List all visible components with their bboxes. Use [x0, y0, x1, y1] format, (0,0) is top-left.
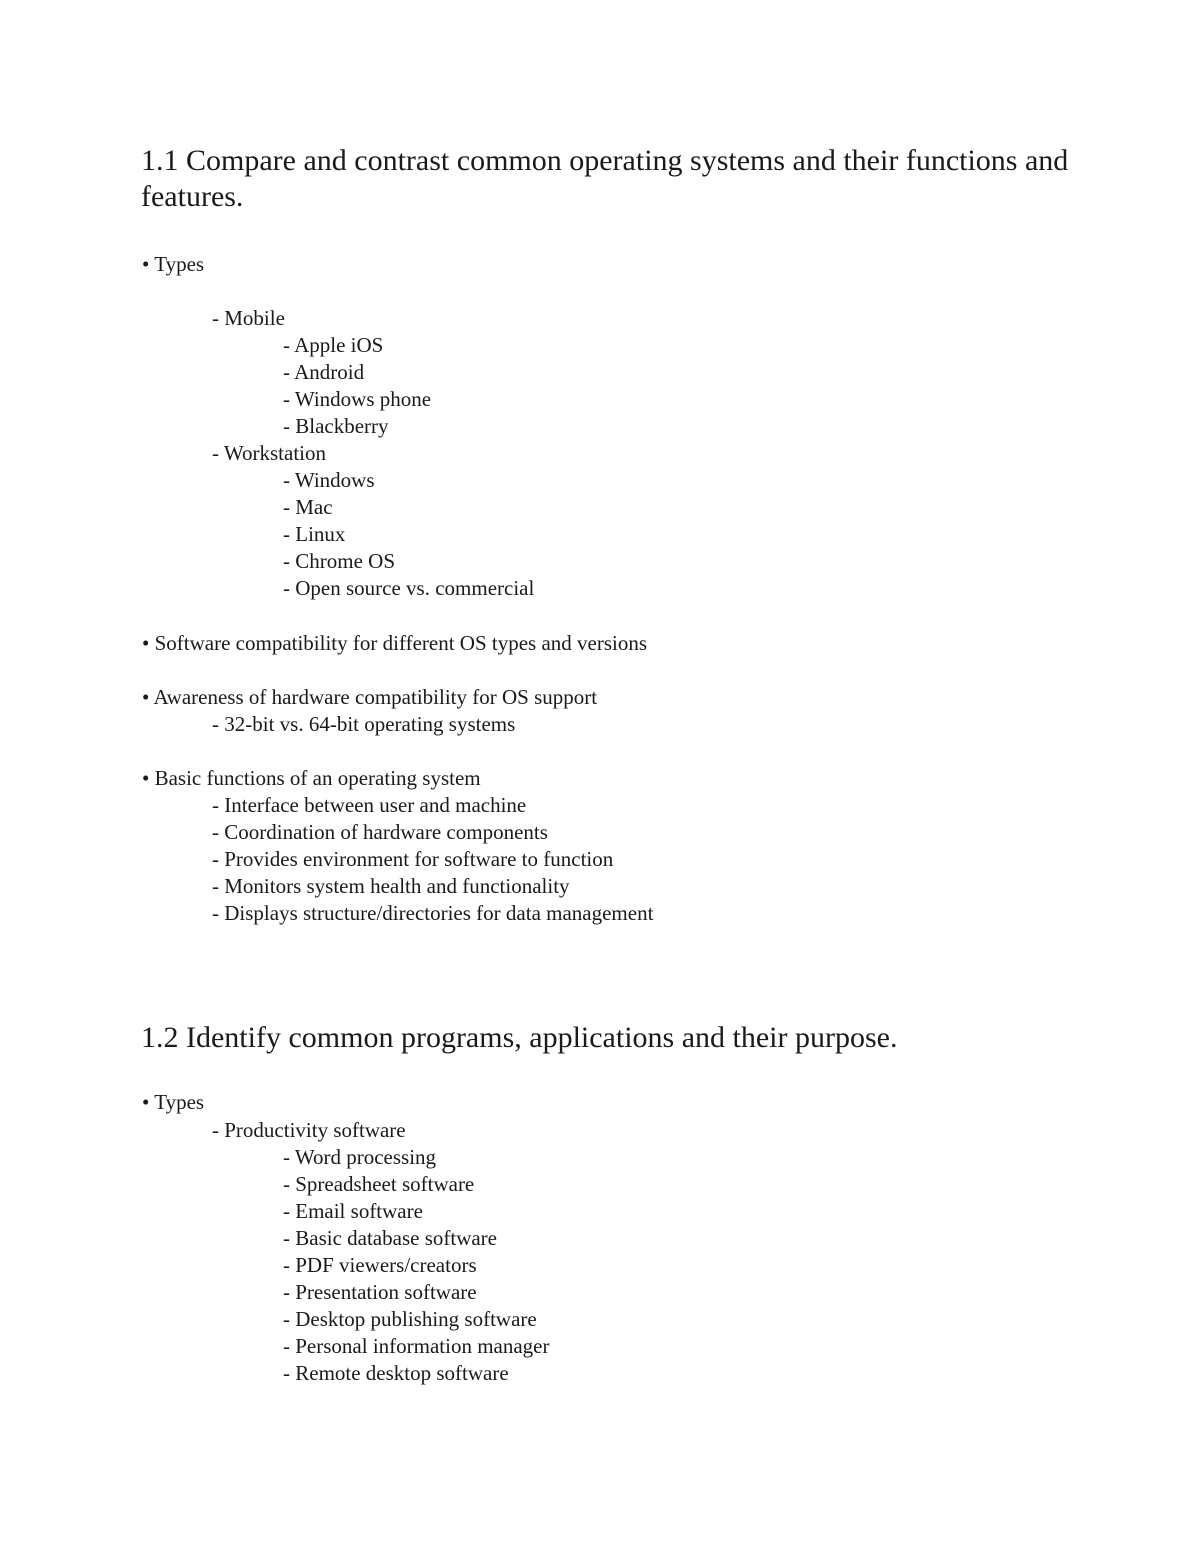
bullet-hardware-compatibility: • Awareness of hardware compatibility for OS support: [142, 685, 598, 709]
bullet-software-compatibility: • Software compatibility for different OS types and versions: [142, 631, 648, 655]
list-item: - Desktop publishing software: [283, 1307, 537, 1331]
section-heading-1-1: 1.1 Compare and contrast common operating systems and their functions and features.: [141, 144, 1069, 213]
list-item: - Windows: [283, 468, 375, 492]
list-item: - Presentation software: [283, 1280, 477, 1304]
subitem-workstation: - Workstation: [212, 441, 326, 465]
list-item: - Monitors system health and functionality: [212, 874, 570, 898]
section-heading-1-2: 1.2 Identify common programs, applications and their purpose.: [141, 1021, 898, 1054]
list-item: - Android: [283, 360, 365, 384]
list-item: - 32-bit vs. 64-bit operating systems: [212, 712, 516, 736]
list-item: - Displays structure/directories for data management: [212, 901, 654, 925]
list-item: - Apple iOS: [283, 333, 384, 357]
list-item: - Word processing: [283, 1145, 437, 1169]
list-item: - Windows phone: [283, 387, 432, 411]
bullet-basic-functions: • Basic functions of an operating system: [142, 766, 481, 790]
list-item: - Mac: [283, 495, 333, 519]
list-item: - Chrome OS: [283, 549, 395, 573]
bullet-types-2: • Types: [142, 1090, 205, 1114]
list-item: - Remote desktop software: [283, 1361, 509, 1385]
list-item: - Blackberry: [283, 414, 389, 438]
subitem-mobile: - Mobile: [212, 306, 285, 330]
list-item: - PDF viewers/creators: [283, 1253, 477, 1277]
list-item: - Coordination of hardware components: [212, 820, 548, 844]
list-item: - Linux: [283, 522, 346, 546]
list-item: - Provides environment for software to function: [212, 847, 614, 871]
list-item: - Interface between user and machine: [212, 793, 527, 817]
list-item: - Basic database software: [283, 1226, 497, 1250]
list-item: - Spreadsheet software: [283, 1172, 475, 1196]
bullet-types: • Types: [142, 252, 205, 276]
list-item: - Open source vs. commercial: [283, 576, 535, 600]
list-item: - Personal information manager: [283, 1334, 550, 1358]
subitem-productivity: - Productivity software: [212, 1118, 406, 1142]
list-item: - Email software: [283, 1199, 423, 1223]
